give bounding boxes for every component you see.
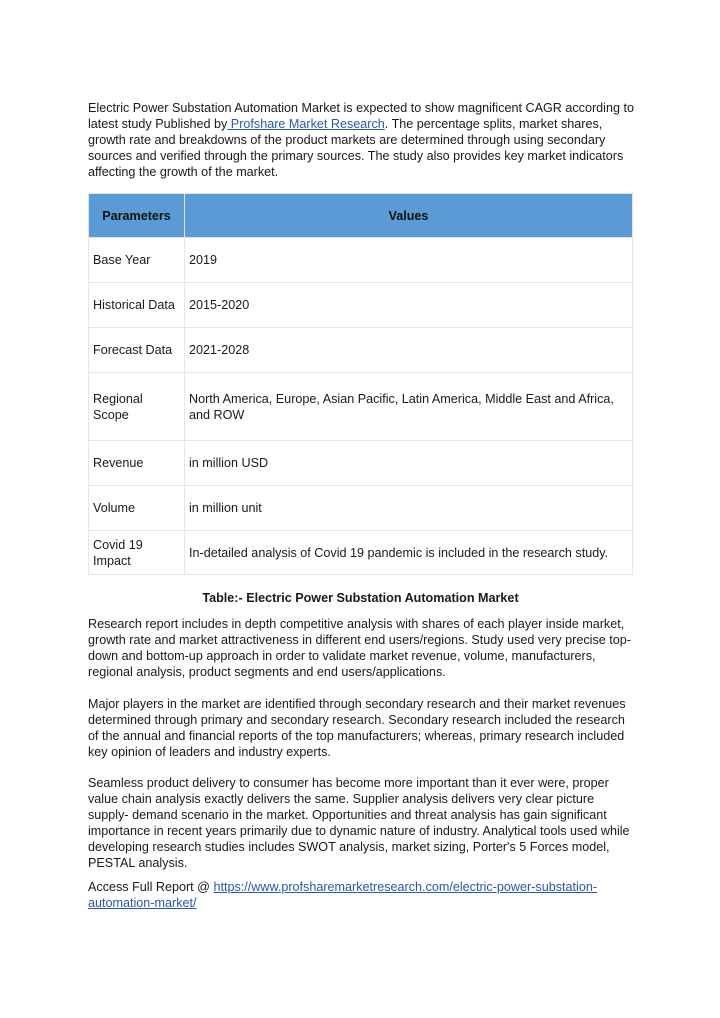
table-row	[89, 283, 633, 328]
param-cell: Revenue	[89, 441, 185, 486]
param-cell: Forecast Data	[89, 328, 185, 373]
values-header: Values	[185, 194, 633, 238]
table-row	[89, 328, 633, 373]
full-report-link[interactable]: https://www.profsharemarketresearch.com/electric-power-substation-automation-market/	[88, 880, 598, 910]
value-cell: in million unit	[185, 486, 633, 531]
players-paragraph: Major players in the market are identified through secondary research and their market revenues determined through primary and secondary research. Secondary research included the research of the annual and financial reports of the top manufacturers; whereas, primary research included key opinion of leaders and industry experts.	[88, 697, 626, 759]
access-label: Access Full Report @	[88, 880, 214, 894]
table-row	[89, 238, 633, 283]
intro-text: Electric Power Substation Automation Market is expected to show magnificent CAGR according to latest study Published by	[88, 101, 634, 131]
param-cell: Historical Data	[89, 283, 185, 328]
value-cell: 2019	[185, 238, 633, 283]
parameters-table	[88, 193, 633, 575]
param-cell: Base Year	[89, 238, 185, 283]
value-cell: In-detailed analysis of Covid 19 pandemic is included in the research study.	[185, 531, 633, 575]
value-cell: in million USD	[185, 441, 633, 486]
table-row	[89, 486, 633, 531]
access-paragraph	[88, 879, 636, 911]
value-cell: 2021-2028	[185, 328, 633, 373]
value-cell: North America, Europe, Asian Pacific, Latin America, Middle East and Africa, and ROW	[185, 373, 633, 441]
param-cell: Regional Scope	[89, 373, 185, 441]
table-row	[89, 531, 633, 575]
param-cell: Covid 19 Impact	[89, 531, 185, 575]
table-caption: Table:- Electric Power Substation Automation Market	[202, 591, 519, 605]
parameters-header: Parameters	[89, 194, 185, 238]
profshare-link[interactable]: Profshare Market Research	[227, 117, 385, 131]
research-paragraph: Research report includes in depth competitive analysis with shares of each player inside market, growth rate and market attractiveness in different end users/regions. Study used very precise top-down and bottom-up approach in order to validate market revenue, volume, manufacturers, regional analysis, product segments and end users/applications.	[88, 617, 631, 679]
delivery-paragraph: Seamless product delivery to consumer has become more important than it ever were, proper value chain analysis exactly delivers the same. Supplier analysis delivers very clear picture supply- demand scenario in the market. Opportunities and threat analysis has gain significant importance in recent years primarily due to dynamic nature of industry. Analytical tools used while developing research studies includes SWOT analysis, market sizing, Porter's 5 Forces model, PESTAL analysis.	[88, 776, 630, 870]
param-cell: Volume	[89, 486, 185, 531]
table-row	[89, 373, 633, 441]
intro-paragraph	[88, 100, 636, 180]
table-header-row	[89, 194, 633, 238]
value-cell: 2015-2020	[185, 283, 633, 328]
table-row	[89, 441, 633, 486]
intro-text-continued: . The percentage splits, market shares, growth rate and breakdowns of the product markets are determined through using secondary sources and verified through the primary sources. The study also provides key market indicators affecting the growth of the market.	[88, 117, 624, 179]
